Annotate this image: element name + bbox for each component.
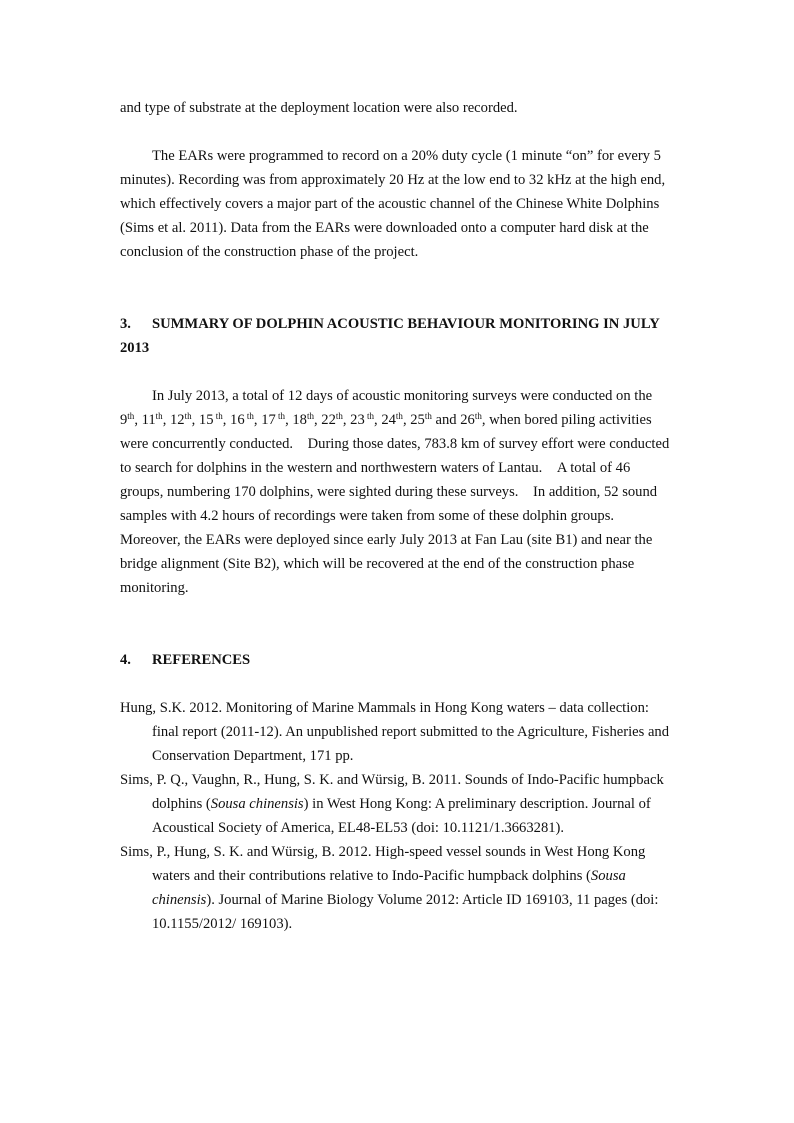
date-separator: , — [374, 412, 382, 428]
reference-entry — [120, 696, 670, 768]
date-ordinal-suffix: th — [306, 411, 314, 421]
section-4-heading — [120, 648, 670, 672]
date-ordinal-suffix: th — [335, 411, 343, 421]
date-ordinal-suffix: th — [127, 411, 135, 421]
date-separator: and — [431, 412, 461, 428]
date-ordinal-suffix: th — [474, 411, 482, 421]
species-name: Sousa chinensis — [152, 868, 626, 908]
reference-text: Hung, S.K. 2012. Monitoring of Marine Mammals in Hong Kong waters – data collection: final report (2011-12). An unpublished report submitted to the Agriculture, Fisheries and Conservation Department, 171 pp. — [120, 700, 670, 764]
survey-date: 25 — [410, 412, 425, 428]
reference-text-cont: ). Journal of Marine Biology Volume 2012: Article ID 169103, 11 pages (doi: 10.1155/2012/ 169103). — [152, 892, 659, 932]
date-ordinal-suffix: th — [155, 411, 163, 421]
survey-date: 17 — [261, 412, 276, 428]
ears-paragraph: The EARs were programmed to record on a 20% duty cycle (1 minute “on” for every 5 minutes). Recording was from approximately 20 Hz at the low end to 32 kHz at the high end, which effectively covers a major part of the acoustic channel of the Chinese White Dolphins (Sims et al. 2011). Data from the EARs were downloaded onto a computer hard disk at the conclusion of the construction phase of the project. — [120, 148, 666, 260]
date-ordinal-suffix: th — [244, 411, 254, 421]
survey-date: 11 — [141, 412, 156, 428]
survey-dates — [120, 412, 482, 428]
date-ordinal-suffix: th — [364, 411, 375, 421]
species-name: Sousa chinensis — [210, 796, 304, 812]
survey-date: 9 — [120, 412, 128, 428]
date-separator: , — [342, 412, 351, 428]
intro-fragment: and type of substrate at the deployment location were also recorded. — [120, 100, 518, 116]
date-ordinal-suffix: th — [184, 411, 192, 421]
reference-text-cont: ) in West Hong Kong: A preliminary description. Journal of Acoustical Society of America, EL48-EL53 (doi: 10.1121/1.3663281). — [152, 796, 651, 836]
survey-date: 15 — [198, 412, 214, 428]
date-separator: , — [313, 412, 322, 428]
reference-entry — [120, 840, 670, 936]
document-page — [120, 96, 670, 936]
reference-text: Sims, P., Hung, S. K. and Würsig, B. 2012. High-speed vessel sounds in West Hong Kong waters and their contributions relative to Indo-Pacific humpback dolphins ( — [120, 844, 646, 884]
survey-date: 12 — [169, 412, 185, 428]
section-3-text-start: In July 2013, a total of 12 days of acoustic monitoring surveys were conducted on the — [152, 388, 653, 404]
section-3-title: SUMMARY OF DOLPHIN ACOUSTIC BEHAVIOUR MONITORING IN JULY 2013 — [120, 316, 660, 356]
date-ordinal-suffix: th — [395, 411, 403, 421]
date-separator: , — [134, 412, 142, 428]
survey-date: 26 — [460, 412, 475, 428]
date-ordinal-suffix: th — [275, 411, 286, 421]
reference-list — [120, 696, 670, 936]
survey-date: 23 — [350, 412, 365, 428]
section-4-title: REFERENCES — [152, 652, 251, 668]
date-separator: , — [402, 412, 411, 428]
survey-date: 22 — [321, 412, 336, 428]
reference-text: Sims, P. Q., Vaughn, R., Hung, S. K. and Würsig, B. 2011. Sounds of Indo-Pacific humpback dolphins ( — [120, 772, 664, 812]
survey-date: 16 — [230, 412, 245, 428]
date-ordinal-suffix: th — [213, 411, 223, 421]
survey-date: 24 — [381, 412, 396, 428]
date-separator: , — [162, 412, 170, 428]
survey-date: 18 — [292, 412, 307, 428]
section-4-number: 4. — [120, 652, 131, 668]
section-3-text-end: , when bored piling activities were concurrently conducted. During those dates, 783.8 km of survey effort were conducted to search for dolphins in the western and northwestern waters of Lantau. A total of 46 groups, numbering 170 dolphins, were sighted during these surveys. In addition, 52 sound samples with 4.2 hours of recordings were taken from some of these dolphin groups. Moreover, the EARs were deployed since early July 2013 at Fan Lau (site B1) and near the bridge alignment (Site B2), which will be recovered at the end of the construction phase monitoring. — [120, 412, 670, 596]
reference-entry — [120, 768, 670, 840]
date-separator: , — [191, 412, 199, 428]
section-3-number: 3. — [120, 316, 131, 332]
date-ordinal-suffix: th — [424, 411, 432, 421]
date-separator: , — [222, 412, 231, 428]
date-separator: , — [285, 412, 293, 428]
section-3-heading — [120, 312, 670, 360]
date-separator: , — [253, 412, 262, 428]
section-3-paragraph — [120, 384, 670, 600]
